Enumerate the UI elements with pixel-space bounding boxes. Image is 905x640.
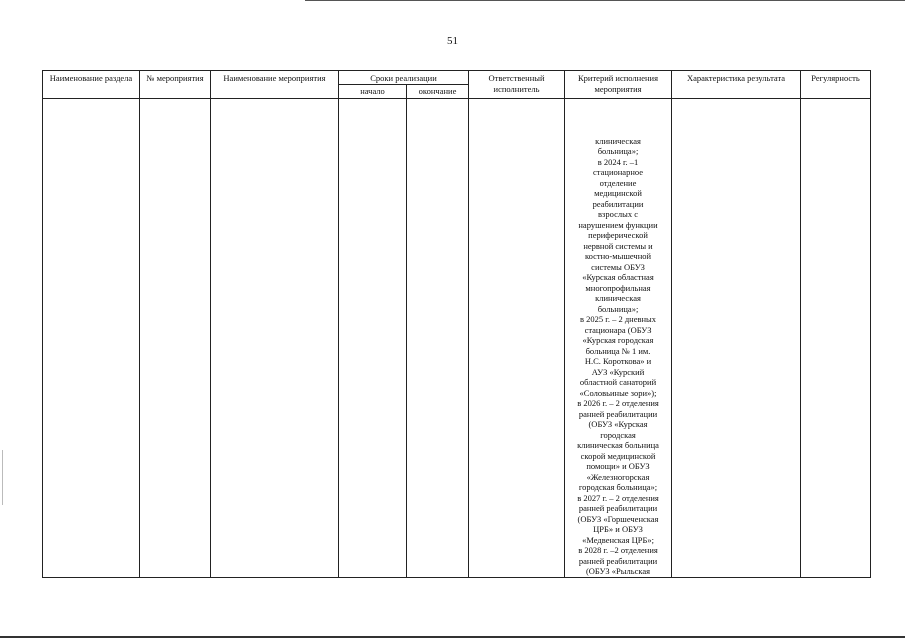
table-row xyxy=(43,98,871,577)
header-start: начало xyxy=(339,84,407,98)
header-criterion: Критерий исполнения мероприятия xyxy=(565,71,672,99)
cell-event-number xyxy=(140,98,211,577)
header-regularity: Регулярность xyxy=(801,71,871,99)
header-event-number: № мероприятия xyxy=(140,71,211,99)
cell-regularity xyxy=(801,98,871,577)
header-row xyxy=(43,71,871,85)
cell-responsible xyxy=(469,98,565,577)
header-section-name: Наименование раздела xyxy=(43,71,140,99)
cell-criterion xyxy=(565,98,672,577)
cell-event-name xyxy=(211,98,339,577)
scan-border-bottom xyxy=(0,636,905,638)
page-number: 51 xyxy=(447,35,458,47)
cell-section-name xyxy=(43,98,140,577)
cell-end xyxy=(407,98,469,577)
header-event-name: Наименование мероприятия xyxy=(211,71,339,99)
header-end: окончание xyxy=(407,84,469,98)
header-deadlines: Сроки реализации xyxy=(339,71,469,85)
criterion-text: клиническая больница»; в 2024 г. –1 стационарное отделение медицинской реабилитации взрослых с нарушением функции периферической нервной системы и костно-мышечной системы ОБУЗ «Курская областная многопрофильная клиническая больница»; в 2025 г. – 2 дневных стационара (ОБУЗ «Курская городская больница № 1 им. Н.С. Короткова» и АУЗ «Курский областной санаторий «Соловьиные зори»); в 2026 г. – 2 отделения ранней реабилитации (ОБУЗ «Курская городская клиническая больница скорой медицинской помощи» и ОБУЗ «Железногорская городская больница»; в 2027 г. – 2 отделения ранней реабилитации (ОБУЗ «Горшеченская ЦРБ» и ОБУЗ «Медвенская ЦРБ»; в 2028 г. –2 отделения ранней реабилитации (ОБУЗ «Рыльская xyxy=(577,135,659,576)
header-result: Характеристика результата xyxy=(672,71,801,99)
scan-border-top xyxy=(305,0,905,1)
plan-table xyxy=(42,70,871,578)
header-responsible: Ответственный исполнитель xyxy=(469,71,565,99)
scan-mark xyxy=(2,450,3,505)
cell-start xyxy=(339,98,407,577)
cell-result xyxy=(672,98,801,577)
